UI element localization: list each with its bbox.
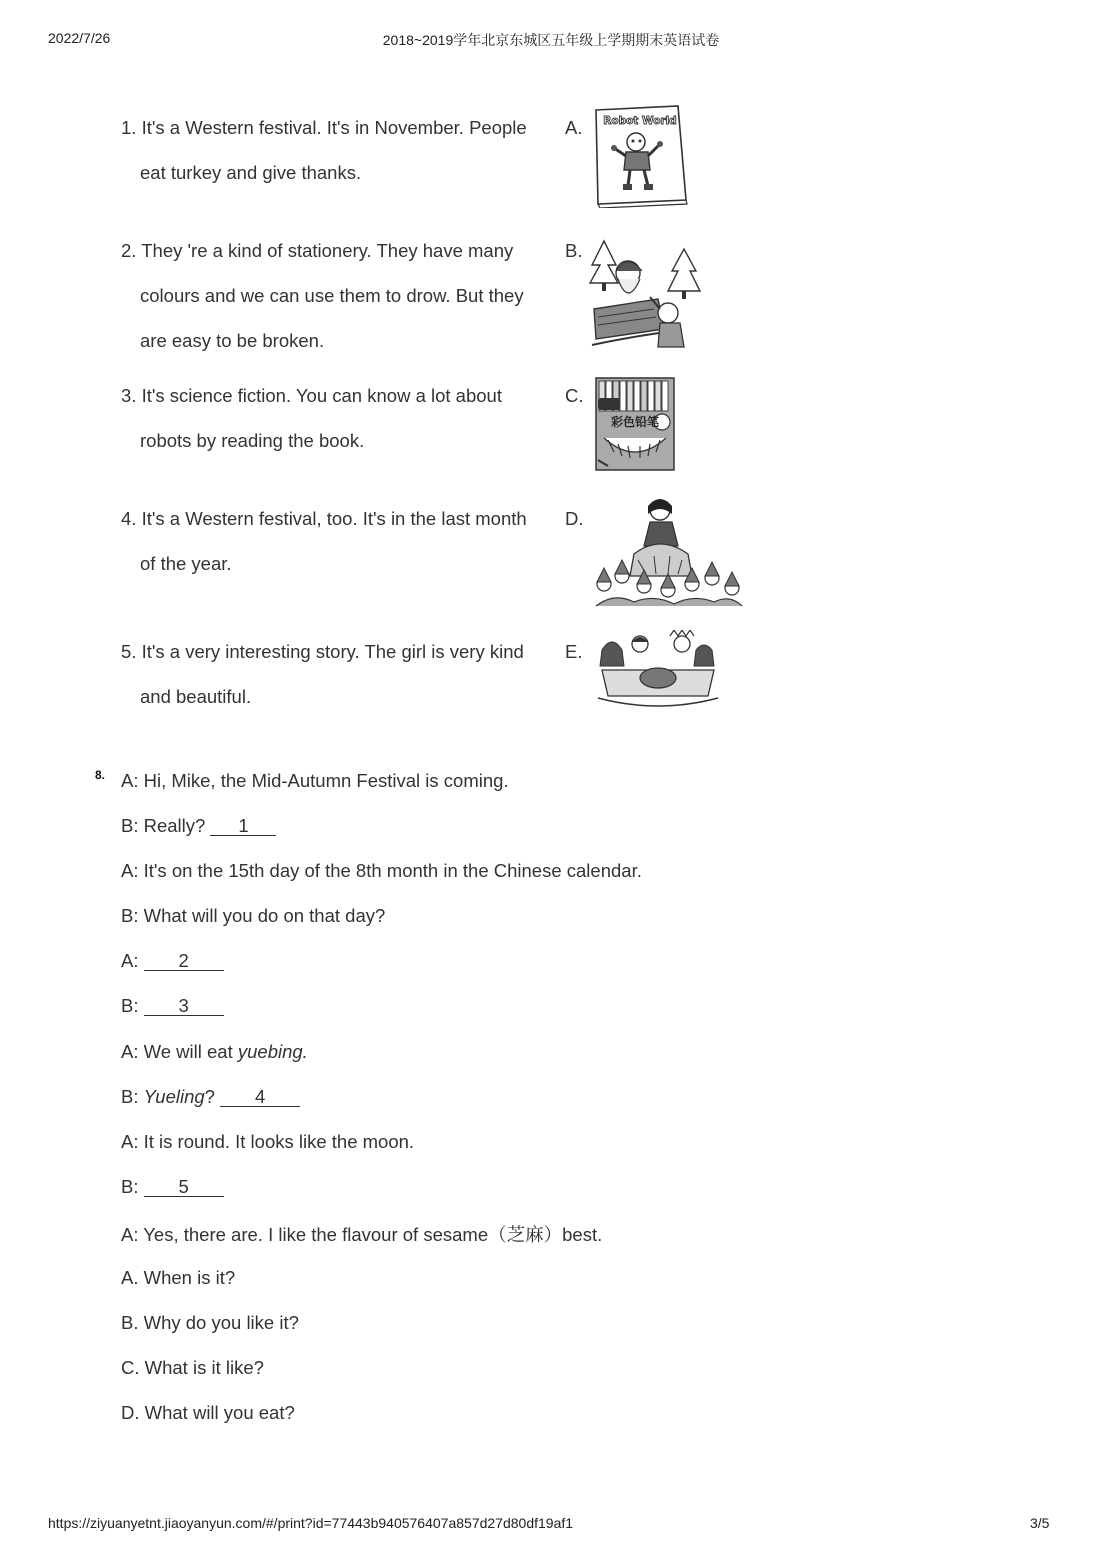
dialogue-italic-word: Yueling — [143, 1086, 205, 1107]
print-date: 2022/7/26 — [48, 30, 111, 46]
snow-white-dwarfs-icon — [594, 494, 744, 610]
page-title: 2018~2019学年北京东城区五年级上学期期末英语试卷 — [382, 32, 720, 48]
dialogue-speaker-text: B: — [121, 1176, 144, 1197]
dialogue-italic-word: yuebing. — [237, 1041, 308, 1062]
dialogue-line-9: A: It is round. It looks like the moon. — [121, 1131, 415, 1152]
pencil-box-label: 彩色铅笔 — [610, 415, 660, 429]
dialogue-line-10 — [121, 1176, 224, 1198]
answer-blank-1[interactable]: 1 — [210, 816, 276, 836]
dialogue-line-3: A: It's on the 15th day of the 8th month in the Chinese calendar. — [121, 860, 642, 881]
dialogue-line-5 — [121, 950, 224, 972]
colour-pencils-box-icon — [594, 376, 676, 472]
matching-item-4-line-2: of the year. — [140, 553, 232, 574]
choice-b: B. Why do you like it? — [121, 1312, 299, 1333]
matching-item-3-line-1: 3. It's science fiction. You can know a lot about — [121, 385, 502, 406]
answer-blank-2[interactable]: 2 — [144, 951, 224, 971]
dialogue-line-2 — [121, 815, 276, 837]
choice-c: C. What is it like? — [121, 1357, 264, 1378]
question-number: 8. — [95, 768, 106, 782]
dialogue-line-11: A: Yes, there are. I like the flavour of sesame（芝麻）best. — [121, 1224, 603, 1245]
option-letter-b: B. — [565, 240, 583, 261]
robot-world-book-icon — [590, 104, 690, 208]
dialogue-punctuation: ? — [204, 1086, 221, 1107]
santa-sleigh-icon — [588, 237, 706, 355]
choice-a: A. When is it? — [121, 1267, 236, 1288]
matching-item-5-line-1: 5. It's a very interesting story. The girl is very kind — [121, 641, 524, 662]
page-number: 3/5 — [1030, 1515, 1050, 1531]
option-letter-c: C. — [565, 385, 584, 406]
option-letter-e: E. — [565, 641, 583, 662]
dialogue-line-4: B: What will you do on that day? — [121, 905, 386, 926]
dialogue-line-6 — [121, 995, 224, 1017]
answer-blank-5[interactable]: 5 — [144, 1177, 224, 1197]
dialogue-speaker-text: B: — [121, 1086, 144, 1107]
matching-item-2-line-1: 2. They 're a kind of stationery. They have many — [121, 240, 514, 261]
dialogue-line-7 — [121, 1041, 308, 1063]
choice-d: D. What will you eat? — [121, 1402, 295, 1423]
answer-blank-3[interactable]: 3 — [144, 996, 224, 1016]
dialogue-text: A: We will eat — [121, 1041, 238, 1062]
option-letter-d: D. — [565, 508, 584, 529]
footer-url[interactable]: https://ziyuanyetnt.jiaoyanyun.com/#/print?id=77443b940576407a857d27d80df19af1 — [48, 1515, 574, 1531]
matching-item-1-line-1: 1. It's a Western festival. It's in November. People — [121, 117, 527, 138]
matching-item-5-line-2: and beautiful. — [140, 686, 252, 707]
dialogue-line-8 — [121, 1086, 300, 1108]
thanksgiving-family-icon — [596, 630, 720, 710]
dialogue-speaker-text: B: Really? — [121, 815, 211, 836]
matching-item-3-line-2: robots by reading the book. — [140, 430, 365, 451]
answer-blank-4[interactable]: 4 — [220, 1087, 300, 1107]
matching-item-2-line-2: colours and we can use them to drow. But they — [140, 285, 524, 306]
dialogue-speaker-text: B: — [121, 995, 144, 1016]
option-letter-a: A. — [565, 117, 583, 138]
matching-item-2-line-3: are easy to be broken. — [140, 330, 325, 351]
matching-item-4-line-1: 4. It's a Western festival, too. It's in the last month — [121, 508, 527, 529]
matching-item-1-line-2: eat turkey and give thanks. — [140, 162, 362, 183]
book-title-text: Robot World — [603, 115, 677, 127]
dialogue-speaker-text: A: — [121, 950, 144, 971]
dialogue-line-1: A: Hi, Mike, the Mid-Autumn Festival is coming. — [121, 770, 509, 791]
